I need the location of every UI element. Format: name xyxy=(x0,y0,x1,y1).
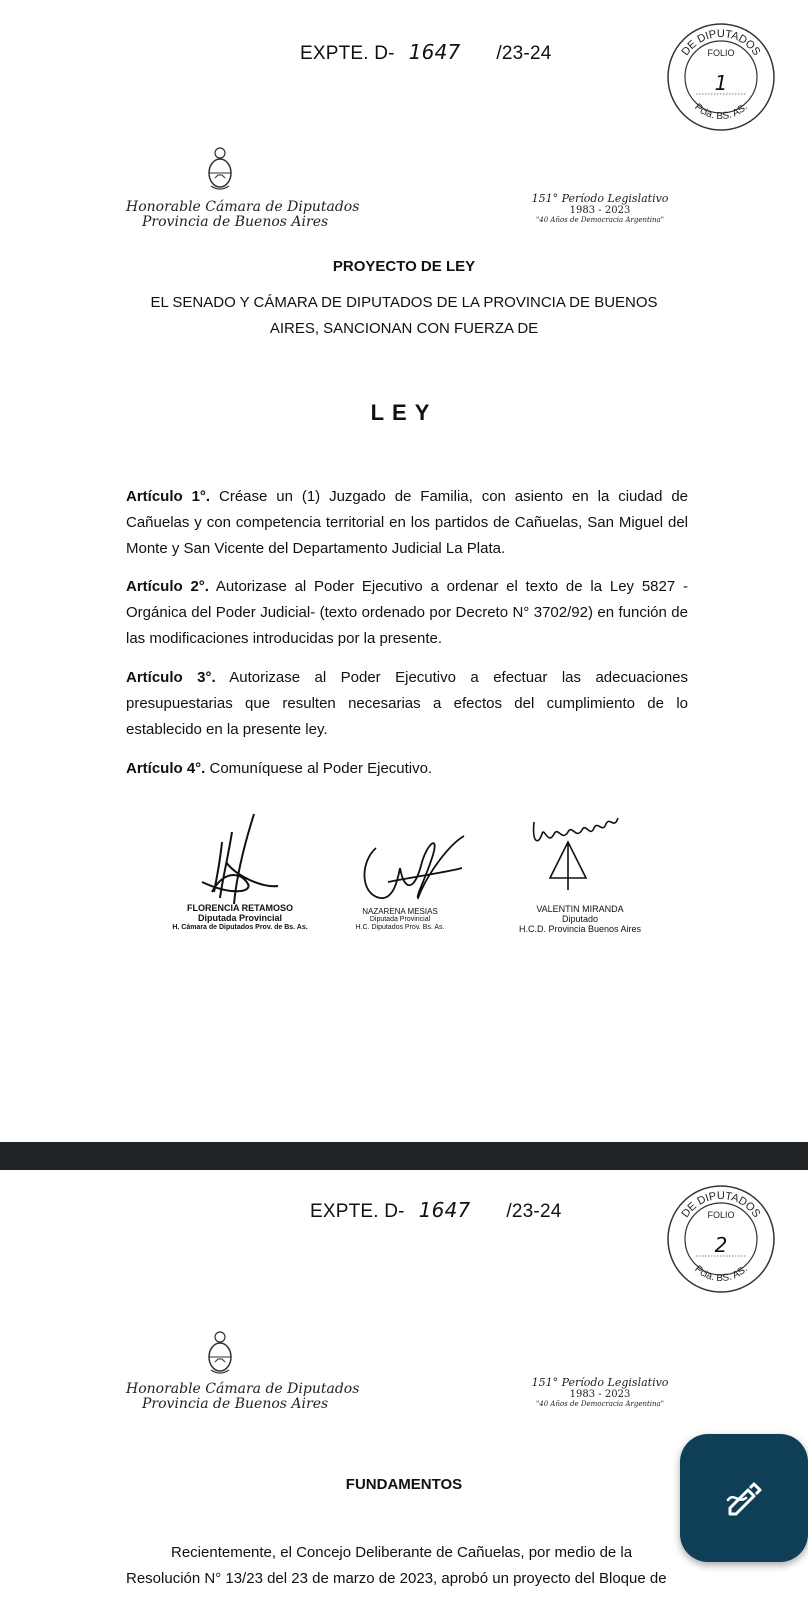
signature-mesias xyxy=(358,832,468,904)
signatory-role: Diputada Provincial xyxy=(369,916,431,923)
province-name: Provincia de Buenos Aires xyxy=(142,1396,329,1412)
body-line-1: Recientemente, el Concejo Deliberante de Cañuelas, por medio de la xyxy=(171,1544,633,1561)
signatory-org: H.C. Diputados Prov. Bs. As. xyxy=(355,924,445,931)
period-title: 151° Período Legislativo xyxy=(531,192,669,205)
article-label: Artículo 2°. xyxy=(126,578,209,595)
expte-handwritten-number: 1647 xyxy=(408,40,461,64)
folio-stamp xyxy=(664,20,778,134)
article-4 xyxy=(126,756,688,782)
stamp-bottom-text: Pcia. BS. AS. xyxy=(692,101,750,123)
expte-prefix: EXPTE. D- xyxy=(310,1201,405,1222)
edit-fab-button[interactable] xyxy=(680,1434,808,1562)
ley-heading: LEY xyxy=(370,400,438,425)
article-text: Autorizase al Poder Ejecutivo a ordenar el texto de la Ley 5827 -Orgánica del Poder Judicial- (texto ordenado por Decreto N° 3702/92) en función de las modificaciones introducidas por la presente. xyxy=(126,578,688,647)
chamber-letterhead xyxy=(126,1382,359,1412)
coat-of-arms-icon xyxy=(205,1330,235,1376)
article-label: Artículo 4°. xyxy=(126,760,206,777)
period-motto: "40 Años de Democracia Argentina" xyxy=(536,216,664,224)
signatory-org: H.C.D. Provincia Buenos Aires xyxy=(518,924,642,934)
chamber-name: Honorable Cámara de Diputados xyxy=(126,1381,360,1397)
coat-of-arms-icon xyxy=(205,146,235,192)
signatory-name: FLORENCIA RETAMOSO xyxy=(187,903,293,913)
stamp-folio-number: 2 xyxy=(714,1233,728,1257)
article-3 xyxy=(126,665,688,743)
expediente-number xyxy=(300,40,552,65)
signatory-org: H. Cámara de Diputados Prov. de Bs. As. xyxy=(172,924,308,931)
legislative-period xyxy=(520,192,680,224)
signatory-block-3 xyxy=(500,904,660,934)
signatory-name: NAZARENA MESIAS xyxy=(362,907,438,916)
signature-retamoso xyxy=(192,812,282,907)
signatory-role: Diputada Provincial xyxy=(197,913,283,923)
article-label: Artículo 1°. xyxy=(126,488,211,505)
period-years: 1983 - 2023 xyxy=(569,205,631,216)
folio-stamp xyxy=(664,1182,778,1296)
stamp-folio-number: 1 xyxy=(714,71,728,95)
stamp-top-text: DE DIPUTADOS xyxy=(679,1189,763,1220)
enacting-line-1: EL SENADO Y CÁMARA DE DIPUTADOS DE LA PROVINCIA DE BUENOS xyxy=(150,294,658,311)
stamp-bottom-text: Pcia. BS. AS. xyxy=(692,1263,750,1285)
section-title: FUNDAMENTOS xyxy=(345,1476,463,1493)
signatory-block-1 xyxy=(170,903,310,933)
svg-text:Pcia. BS. AS. xyxy=(692,1264,750,1284)
legislative-period xyxy=(520,1376,680,1408)
signature-miranda xyxy=(528,812,624,892)
signatory-role: Diputado xyxy=(561,914,599,924)
province-name: Provincia de Buenos Aires xyxy=(142,214,329,230)
body-line-2: Resolución N° 13/23 del 23 de marzo de 2023, aprobó un proyecto del Bloque de xyxy=(126,1570,667,1587)
stamp-folio-label: FOLIO xyxy=(707,48,735,58)
period-years: 1983 - 2023 xyxy=(569,1389,631,1400)
article-label: Artículo 3°. xyxy=(126,669,216,686)
article-text: Comuníquese al Poder Ejecutivo. xyxy=(205,760,433,777)
article-1 xyxy=(126,484,688,562)
chamber-name: Honorable Cámara de Diputados xyxy=(126,199,360,215)
enacting-line-2: AIRES, SANCIONAN CON FUERZA DE xyxy=(269,320,539,337)
stamp-folio-label: FOLIO xyxy=(707,1210,735,1220)
article-2 xyxy=(126,574,688,652)
expte-prefix: EXPTE. D- xyxy=(300,43,395,64)
signatory-name: VALENTIN MIRANDA xyxy=(536,904,624,914)
enacting-clause xyxy=(0,290,808,342)
svg-text:Pcia. BS. AS. xyxy=(692,102,750,122)
chamber-letterhead xyxy=(126,200,359,230)
edit-pencil-icon xyxy=(724,1478,764,1518)
article-text: Créase un (1) Juzgado de Familia, con asiento en la ciudad de Cañuelas y con competencia territorial en los partidos de Cañuelas, San Miguel del Monte y San Vicente del Departamento Judicial La Plata. xyxy=(126,488,689,557)
stamp-top-text: DE DIPUTADOS xyxy=(679,27,763,58)
expediente-number xyxy=(310,1198,562,1223)
period-motto: "40 Años de Democracia Argentina" xyxy=(536,1400,664,1408)
signatory-block-2 xyxy=(330,908,470,932)
expte-suffix: /23-24 xyxy=(506,1201,562,1222)
period-title: 151° Período Legislativo xyxy=(531,1376,669,1389)
fundamentos-body xyxy=(126,1540,688,1592)
expte-handwritten-number: 1647 xyxy=(418,1198,471,1222)
article-text: Autorizase al Poder Ejecutivo a efectuar las adecuaciones presupuestarias que resulten necesarias a efectos del cumplimiento de lo establecido en la presente ley. xyxy=(126,669,689,738)
expte-suffix: /23-24 xyxy=(496,43,552,64)
page-separator xyxy=(0,1142,808,1170)
document-type-title: PROYECTO DE LEY xyxy=(332,258,476,275)
